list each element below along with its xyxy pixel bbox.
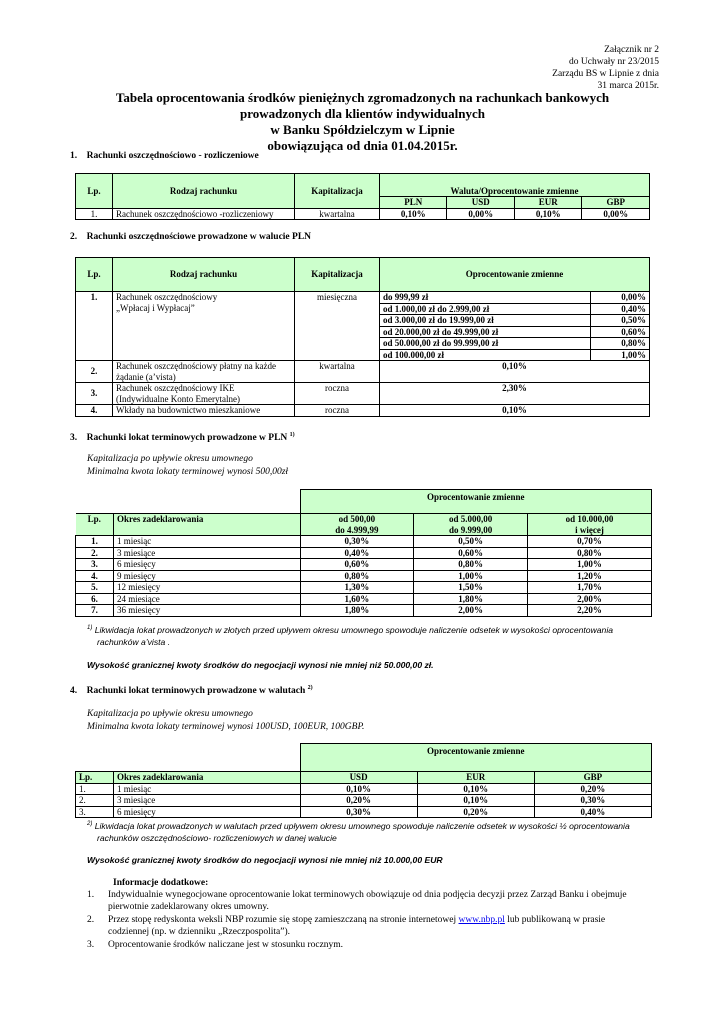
item-text: codziennej (np. w dzienniku „Rzeczpospolita”).	[108, 927, 291, 937]
cell-rate: 1,50%	[414, 582, 528, 594]
item-number: 1.	[87, 890, 95, 900]
type-line: „Wpłacaj i Wypłacaj”	[116, 302, 195, 313]
s4-footnote	[87, 818, 667, 844]
cell-rate: 1,30%	[300, 582, 414, 594]
reference-line: Zarządu BS w Lipnie z dnia	[552, 69, 659, 79]
cell-cap: kwartalna	[295, 208, 380, 220]
currency-header: PLN	[380, 197, 447, 209]
table-savings-settlement	[75, 173, 650, 220]
cell-rate: 0,10%	[380, 208, 447, 220]
section-2-heading: 2. Rachunki oszczędnościowe prowadzone w walucie PLN	[70, 232, 312, 242]
type-line: (Indywidualne Konto Emerytalne)	[116, 393, 240, 404]
item-text: pierwotnie zadeklarowany okres umowny.	[108, 902, 269, 912]
document-reference	[552, 44, 659, 92]
note-line: Kapitalizacja po upływie okresu umownego	[87, 709, 253, 719]
cell-tier-rate: 0,80%	[591, 338, 650, 350]
table-row	[76, 582, 652, 594]
cell-rate: 1,70%	[528, 582, 652, 594]
cell-period: 1 miesiąc	[114, 536, 301, 548]
table-term-deposits-fx	[75, 743, 652, 818]
cell-rate: 0,70%	[528, 536, 652, 548]
cell-rate: 0,30%	[300, 806, 417, 818]
title-line: w Banku Spółdzielczym w Lipnie	[270, 122, 455, 137]
cell-cap: roczna	[295, 405, 380, 417]
cell-rate: 0,20%	[534, 783, 651, 795]
cell-period: 6 miesięcy	[114, 559, 301, 571]
cell-type	[113, 361, 295, 383]
cell-tier-rate: 0,00%	[591, 292, 650, 304]
note-line: Minimalna kwota lokaty terminowej wynosi 100USD, 100EUR, 100GBP.	[87, 722, 365, 732]
page-title	[0, 90, 725, 154]
col-capitalization: Kapitalizacja	[295, 258, 380, 292]
table-row	[76, 292, 650, 304]
cell-rate: 1,00%	[414, 570, 528, 582]
table-row	[76, 806, 652, 818]
cell-lp: 4.	[76, 570, 114, 582]
cell-rate: 0,30%	[534, 795, 651, 807]
cell-period: 36 miesięcy	[114, 605, 301, 617]
footnote-text: Likwidacja lokat prowadzonych w walutach przed upływem okresu umownego spowoduje naliczenie odsetek w wysokości ½ oprocentowania	[94, 820, 630, 831]
table-row	[76, 593, 652, 605]
col-capitalization: Kapitalizacja	[295, 174, 380, 209]
cell-lp: 6.	[76, 593, 114, 605]
band-line: od 5.000,00	[449, 514, 493, 524]
table-row	[76, 605, 652, 617]
cell-lp: 1.	[76, 292, 113, 361]
col-rate: Oprocentowanie zmienne	[300, 744, 652, 772]
cell-period: 9 miesięcy	[114, 570, 301, 582]
item-text: Oprocentowanie środków naliczane jest w stosunku rocznym.	[108, 940, 344, 950]
footnote-mark: 2)	[87, 821, 93, 827]
cell-tier-rate: 0,40%	[591, 303, 650, 315]
cell-lp: 1.	[76, 536, 114, 548]
col-lp: Lp.	[76, 174, 113, 209]
cell-lp: 2.	[76, 361, 113, 383]
currency-header: USD	[300, 772, 417, 784]
item-text: Indywidualnie wynegocjowane oprocentowanie lokat terminowych obowiązuje od dnia podjęcia decyzji przez Zarząd Banku i obejmuje	[108, 890, 627, 900]
cell-lp: 3.	[76, 383, 113, 405]
amount-band	[300, 514, 414, 536]
cell-rate: 0,10%	[380, 405, 650, 417]
cell-rate: 0,50%	[414, 536, 528, 548]
amount-band	[414, 514, 528, 536]
cell-tier-range: od 20.000,00 zł do 49.999,00 zł	[380, 326, 591, 338]
footnote-text: Likwidacja lokat prowadzonych w złotych przed upływem okresu umownego spowoduje naliczenie odsetek w wysokości oprocentowania	[94, 624, 614, 635]
cell-tier-range: od 100.000,00 zł	[380, 349, 591, 361]
cell-rate: 0,80%	[300, 570, 414, 582]
band-line: od 500,00	[338, 514, 376, 524]
reference-line: 31 marca 2015r.	[597, 81, 659, 91]
cell-lp: 1.	[76, 783, 114, 795]
heading-text: 4. Rachunki lokat terminowych prowadzone w walutach	[70, 686, 306, 697]
cell-lp: 3.	[76, 806, 114, 818]
cell-rate: 0,80%	[528, 547, 652, 559]
section-3-heading	[70, 432, 295, 443]
footnote-ref: 2)	[307, 685, 313, 691]
cell-rate: 0,00%	[447, 208, 514, 220]
heading-text: 3. Rachunki lokat terminowych prowadzone w PLN	[70, 433, 288, 444]
cell-lp: 2.	[76, 795, 114, 807]
cell-lp: 7.	[76, 605, 114, 617]
cell-period: 12 miesięcy	[114, 582, 301, 594]
table-row	[76, 783, 652, 795]
reference-line: do Uchwały nr 23/2015	[569, 57, 659, 67]
cell-rate: 2,00%	[528, 593, 652, 605]
currency-header: GBP	[582, 197, 650, 209]
currency-header: EUR	[417, 772, 534, 784]
cell-rate: 0,00%	[582, 208, 650, 220]
cell-tier-rate: 0,60%	[591, 326, 650, 338]
table-row	[76, 208, 650, 220]
cell-rate: 2,00%	[414, 605, 528, 617]
cell-period: 3 miesiące	[114, 547, 301, 559]
band-line: do 9.999,00	[449, 524, 493, 535]
cell-rate: 0,10%	[380, 361, 650, 383]
col-lp: Lp.	[76, 258, 113, 292]
cell-lp: 4.	[76, 405, 113, 417]
table-row	[76, 570, 652, 582]
cell-tier-range: od 3.000,00 zł do 19.999,00 zł	[380, 315, 591, 327]
cell-rate: 0,20%	[417, 806, 534, 818]
type-line: Rachunek oszczędnościowy	[116, 292, 218, 302]
list-item	[87, 939, 657, 951]
cell-rate: 0,40%	[300, 547, 414, 559]
cell-type: Rachunek oszczędnościowo -rozliczeniowy	[113, 208, 295, 220]
list-item	[87, 914, 657, 938]
cell-period: 3 miesiące	[114, 795, 301, 807]
table-savings-pln	[75, 257, 650, 417]
note-line: Kapitalizacja po upływie okresu umownego	[87, 454, 253, 464]
table-row	[76, 559, 652, 571]
cell-rate: 1,20%	[528, 570, 652, 582]
cell-rate: 0,10%	[514, 208, 581, 220]
title-line: Tabela oprocentowania środków pieniężnych zgromadzonych na rachunkach bankowych	[115, 90, 610, 105]
cell-type: Wkłady na budownictwo mieszkaniowe	[113, 405, 295, 417]
footnote-text: rachunków oszczędnościowo- rozliczeniowych w danej walucie	[97, 832, 337, 843]
col-rate: Oprocentowanie zmienne	[380, 258, 650, 292]
currency-header: USD	[447, 197, 514, 209]
cell-tier-range: do 999,99 zł	[380, 292, 591, 304]
cell-rate: 0,20%	[300, 795, 417, 807]
cell-rate: 0,10%	[417, 795, 534, 807]
cell-rate: 0,60%	[414, 547, 528, 559]
cell-rate: 2,20%	[528, 605, 652, 617]
s4-notes	[87, 708, 364, 734]
s4-limit: Wysokość granicznej kwoty środków do negocjacji wynosi nie mniej niż 10.000,00 EUR	[87, 855, 443, 865]
info-heading: Informacje dodatkowe:	[113, 878, 209, 888]
item-number: 2.	[87, 915, 95, 925]
col-lp: Lp.	[76, 772, 114, 784]
cell-rate: 0,40%	[534, 806, 651, 818]
table-row	[76, 547, 652, 559]
cell-cap: kwartalna	[295, 361, 380, 383]
cell-rate: 0,10%	[300, 783, 417, 795]
cell-tier-rate: 1,00%	[591, 349, 650, 361]
amount-band	[528, 514, 652, 536]
table-row	[76, 361, 650, 383]
cell-lp: 5.	[76, 582, 114, 594]
type-line: żądanie (a’vista)	[116, 371, 176, 382]
list-item	[87, 889, 657, 913]
cell-tier-rate: 0,50%	[591, 315, 650, 327]
s3-footnote	[87, 622, 667, 648]
cell-lp: 3.	[76, 559, 114, 571]
cell-period: 1 miesiąc	[114, 783, 301, 795]
cell-tier-range: od 50.000,00 zł do 99.999,00 zł	[380, 338, 591, 350]
info-list	[87, 889, 657, 951]
cell-rate: 0,10%	[417, 783, 534, 795]
s3-notes	[87, 453, 288, 479]
note-line: Minimalna kwota lokaty terminowej wynosi 500,00zł	[87, 467, 289, 477]
type-line: Rachunek oszczędnościowy IKE	[116, 383, 235, 393]
cell-type	[113, 383, 295, 405]
table-row	[76, 795, 652, 807]
cell-rate: 1,80%	[414, 593, 528, 605]
band-line: od 10.000,00	[565, 514, 614, 524]
cell-rate: 1,00%	[528, 559, 652, 571]
cell-period: 6 miesięcy	[114, 806, 301, 818]
cell-lp: 2.	[76, 547, 114, 559]
type-line: Rachunek oszczędnościowy płatny na każde	[116, 361, 276, 371]
table-row	[76, 536, 652, 548]
item-number: 3.	[87, 940, 95, 950]
col-lp: Lp.	[76, 514, 114, 536]
col-account-type: Rodzaj rachunku	[113, 174, 295, 209]
currency-header: GBP	[534, 772, 651, 784]
cell-lp: 1.	[76, 208, 113, 220]
cell-rate: 0,60%	[300, 559, 414, 571]
band-line: do 4.999,99	[335, 524, 379, 535]
footnote-mark: 1)	[87, 625, 93, 631]
reference-line: Załącznik nr 2	[604, 45, 659, 55]
s3-limit: Wysokość granicznej kwoty środków do negocjacji wynosi nie mniej niż 50.000,00 zł.	[87, 660, 434, 670]
currency-header: EUR	[514, 197, 581, 209]
footnote-text: rachunków a’vista .	[97, 636, 171, 647]
title-line: prowadzonych dla klientów indywidualnych	[239, 106, 486, 121]
cell-rate: 1,60%	[300, 593, 414, 605]
col-account-type: Rodzaj rachunku	[113, 258, 295, 292]
col-period: Okres zadeklarowania	[114, 514, 301, 536]
section-4-heading	[70, 685, 313, 696]
col-rate: Oprocentowanie zmienne	[300, 490, 652, 514]
item-text: Przez stopę redyskonta weksli NBP rozumie się stopę zamieszczaną na stronie internetowej	[108, 915, 457, 925]
nbp-link[interactable]: www.nbp.pl	[458, 915, 505, 925]
footnote-ref: 1)	[289, 432, 295, 438]
table-term-deposits-pln	[75, 489, 652, 617]
col-period: Okres zadeklarowania	[114, 772, 301, 784]
band-line: i więcej	[575, 524, 604, 535]
title-line: obowiązująca od dnia 01.04.2015r.	[267, 138, 458, 153]
table-row	[76, 405, 650, 417]
cell-tier-range: od 1.000,00 zł do 2.999,00 zł	[380, 303, 591, 315]
cell-rate: 2,30%	[380, 383, 650, 405]
cell-cap: roczna	[295, 383, 380, 405]
cell-type	[113, 292, 295, 361]
cell-rate: 0,80%	[414, 559, 528, 571]
cell-rate: 1,80%	[300, 605, 414, 617]
cell-period: 24 miesiące	[114, 593, 301, 605]
col-currency-rate: Waluta/Oprocentowanie zmienne	[380, 174, 650, 197]
table-row	[76, 383, 650, 405]
cell-cap: miesięczna	[295, 292, 380, 361]
cell-rate: 0,30%	[300, 536, 414, 548]
item-text: lub publikowaną w prasie	[507, 915, 606, 925]
section-1-heading: 1. Rachunki oszczędnościowo - rozliczeniowe	[70, 151, 259, 161]
